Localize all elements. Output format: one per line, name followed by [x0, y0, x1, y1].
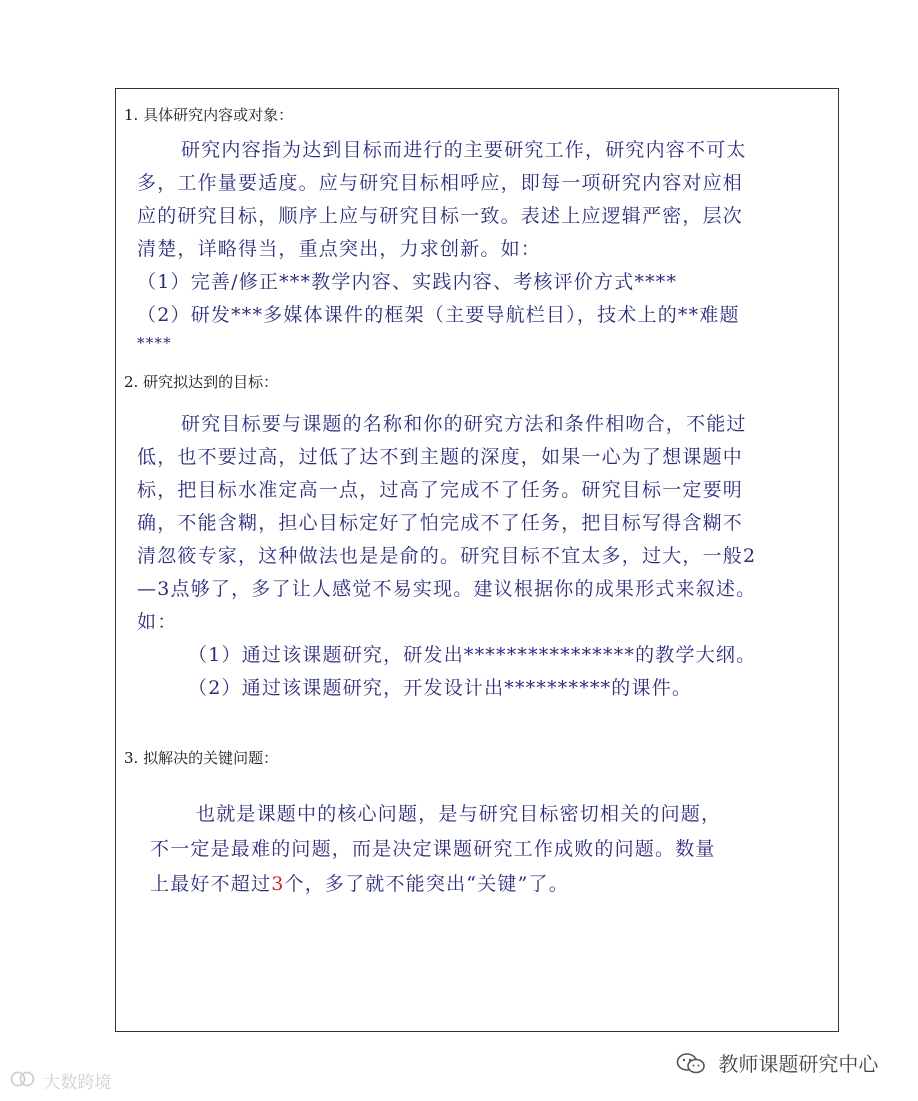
- text-line: 应的研究目标，顺序上应与研究目标一致。表述上应逻辑严密，层次: [137, 205, 744, 227]
- list-item: （2）研发***多媒体课件的框架（主要导航栏目），技术上的**难题: [137, 304, 740, 326]
- section-3-title: 3. 拟解决的关键问题：: [124, 749, 279, 767]
- text-line: 研究目标要与课题的名称和你的研究方法和条件相吻合，不能过: [181, 413, 747, 435]
- text-line: 不一定是最难的问题，而是决定课题研究工作成败的问题。数量: [150, 838, 716, 860]
- section-1-body: [137, 134, 747, 358]
- text-line: [150, 867, 721, 902]
- watermark-right-text: 教师课题研究中心: [718, 1052, 879, 1076]
- section-2-body: [137, 408, 756, 705]
- list-item: （2）通过该课题研究，开发设计出**********的课件。: [188, 677, 693, 699]
- text-line: 如：: [137, 611, 178, 633]
- text-line: 标，把目标水准定高一点，过高了完成不了任务。研究目标一定要明: [137, 479, 744, 501]
- highlight-number: 3: [271, 873, 285, 895]
- text-segment: 上最好不超过: [150, 873, 272, 895]
- text-line: ****: [137, 334, 172, 352]
- text-line: —3点够了，多了让人感觉不易实现。建议根据你的成果形式来叙述。: [137, 578, 757, 600]
- section-3-body: [150, 797, 721, 902]
- text-line: 研究内容指为达到目标而进行的主要研究工作，研究内容不可太: [181, 139, 747, 161]
- text-line: 清忽筱专家，这种做法也是是俞的。研究目标不宜太多，过大，一般2: [137, 545, 757, 567]
- text-segment: 个，多了就不能突出“关键”了。: [284, 873, 569, 895]
- text-line: 低，也不要过高，过低了达不到主题的深度，如果一心为了想课题中: [137, 446, 744, 468]
- watermark-left: [10, 1068, 111, 1093]
- text-line: 也就是课题中的核心问题，是与研究目标密切相关的问题，: [196, 803, 722, 825]
- watermark-left-text: 大数跨境: [43, 1073, 112, 1093]
- watermark-logo-icon: [10, 1070, 36, 1093]
- section-2-title: 2. 研究拟达到的目标：: [124, 373, 279, 391]
- section-1-title: 1. 具体研究内容或对象：: [124, 106, 294, 124]
- text-line: 清楚，详略得当，重点突出，力求创新。如：: [137, 238, 542, 260]
- watermark-right: [676, 1048, 878, 1077]
- list-item: （1）通过该课题研究，研发出****************的教学大纲。: [188, 644, 757, 666]
- text-line: 确，不能含糊，担心目标定好了怕完成不了任务，把目标写得含糊不: [137, 512, 744, 534]
- list-item: （1）完善/修正***教学内容、实践内容、考核评价方式****: [137, 271, 678, 293]
- wechat-icon: [676, 1052, 718, 1076]
- text-line: 多，工作量要适度。应与研究目标相呼应，即每一项研究内容对应相: [137, 172, 744, 194]
